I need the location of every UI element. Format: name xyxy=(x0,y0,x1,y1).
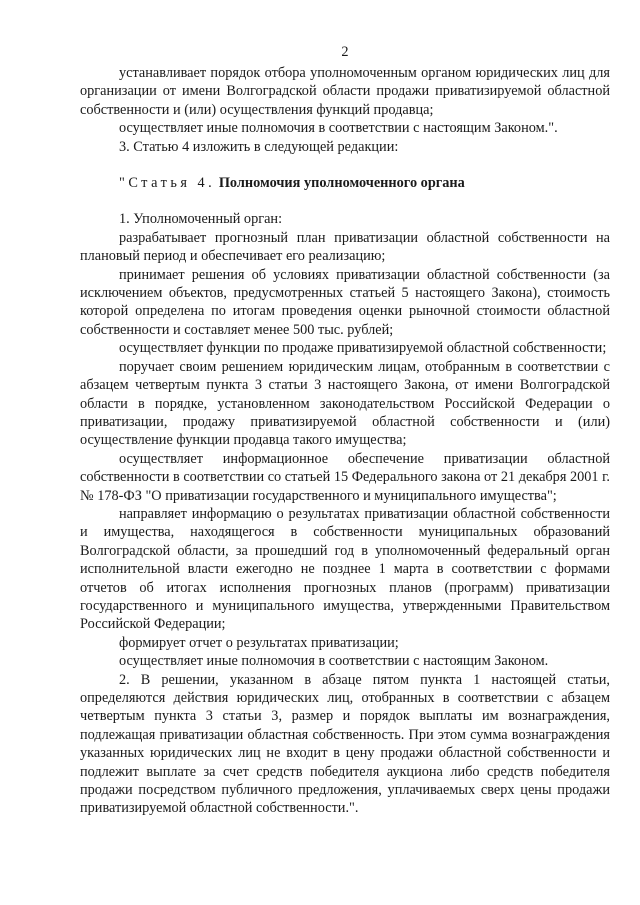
paragraph: направляет информацию о результатах приватизации областной собственности и имущества, находящегося в собственности муниципальных образований Волгоградской области, за прошедший год в уполномоченный федеральный орган исполнительной власти ежегодно не позднее 1 марта в соответствии с формами отчетов об итогах исполнения прогнозных планов (программ) приватизации государственного и муниципального имущества, утвержденными Правительством Российской Федерации; xyxy=(80,505,610,633)
article-heading xyxy=(80,174,610,192)
paragraph: принимает решения об условиях приватизации областной собственности (за исключением объектов, предусмотренных статьей 5 настоящего Закона), стоимость которой определена по итогам проведения оценки рыночной стоимости областной собственности и составляет менее 500 тыс. рублей; xyxy=(80,266,610,338)
page-number: 2 xyxy=(341,44,349,60)
paragraph: устанавливает порядок отбора уполномоченным органом юридических лиц для организации от имени Волгоградской области продажи приватизируемой областной собственности и (или) осуществления функций продавца; xyxy=(80,65,610,118)
paragraph: осуществляет информационное обеспечение приватизации областной собственности в соответствии со статьей 15 Федерального закона от 21 декабря 2001 г. № 178-ФЗ "О приватизации государственного и муниципального имущества"; xyxy=(80,450,610,504)
article-heading-prefix: "Статья 4. xyxy=(119,175,216,192)
paragraph: поручает своим решением юридическим лицам, отобранным в соответствии с абзацем четвертым пункта 3 статьи 3 настоящего Закона, от имени Волгоградской области в порядке, установленном законодательством Российской Федерации о приватизации, продажу приватизируемой областной собственности и (или) осуществление функции продавца такого имущества; xyxy=(80,358,610,449)
paragraph: формирует отчет о результатах приватизации; xyxy=(119,634,399,651)
paragraph: 1. Уполномоченный орган: xyxy=(119,211,283,228)
paragraph: осуществляет иные полномочия в соответствии с настоящим Законом. xyxy=(119,653,549,670)
paragraph: осуществляет функции по продаже приватизируемой областной собственности; xyxy=(119,340,607,357)
paragraph: осуществляет иные полномочия в соответствии с настоящим Законом.". xyxy=(119,120,558,137)
document-body xyxy=(80,64,610,818)
paragraph: 3. Статью 4 изложить в следующей редакции: xyxy=(119,138,399,155)
article-heading-title: Полномочия уполномоченного органа xyxy=(218,175,465,192)
paragraph: разрабатывает прогнозный план приватизации областной собственности на плановый период и обеспечивает его реализацию; xyxy=(80,229,610,265)
paragraph: 2. В решении, указанном в абзаце пятом пункта 1 настоящей статьи, определяются действия юридических лиц, отобранных в соответствии с абзацем четвертым пункта 3 статьи 3, размер и порядок выплаты им вознаграждения, подлежащая приватизации областная собственность. При этом сумма вознаграждения указанных юридических лиц не входит в цену продажи областной собственности и подлежит выплате за счет средств победителя аукциона либо средств победителя продажи посредством публичного предложения, уплачиваемых сверх цены продажи приватизируемой областной собственности.". xyxy=(80,671,610,817)
